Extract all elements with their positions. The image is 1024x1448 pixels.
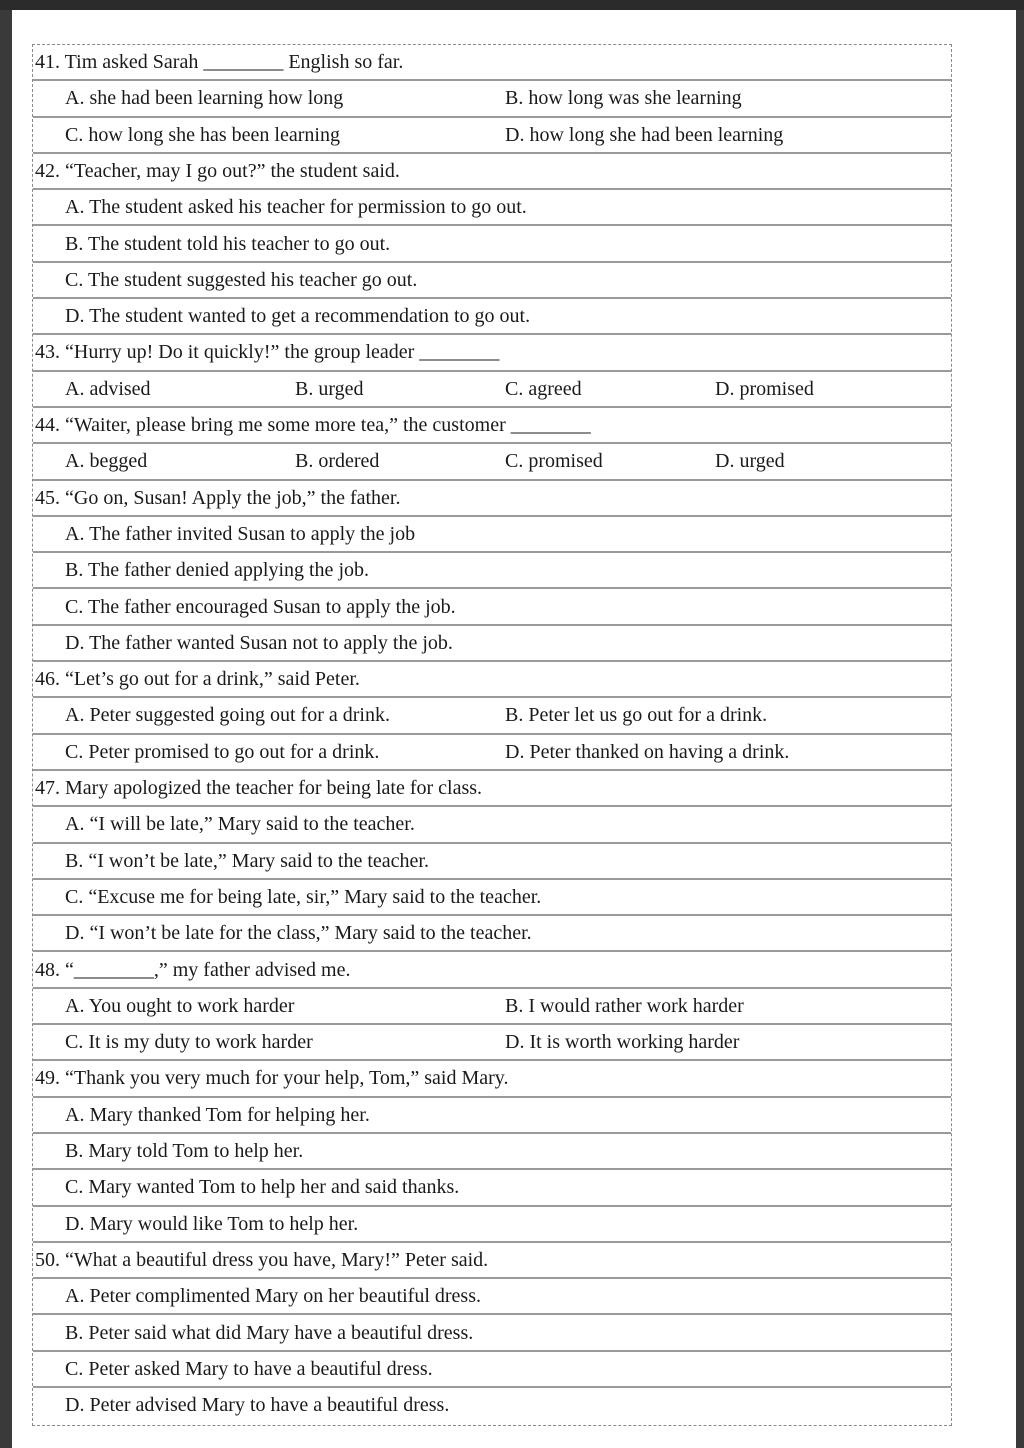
question-row (33, 408, 951, 444)
question-text: 44. “Waiter, please bring me some more tea,” the customer ________ (35, 414, 591, 436)
answer-option: C. It is my duty to work harder (65, 1031, 313, 1054)
question-row (33, 154, 951, 190)
answer-option: A. The father invited Susan to apply the job (65, 522, 416, 545)
question-text: 49. “Thank you very much for your help, Tom,” said Mary. (35, 1067, 509, 1090)
answer-option: C. Mary wanted Tom to help her and said thanks. (65, 1176, 460, 1199)
question-row (33, 953, 951, 989)
option-row (33, 299, 951, 335)
option-row (33, 1207, 951, 1243)
answer-option: A. Mary thanked Tom for helping her. (65, 1103, 370, 1126)
option-row (33, 1025, 951, 1061)
answer-option: B. “I won’t be late,” Mary said to the teacher. (65, 849, 429, 872)
answer-option: D. Peter advised Mary to have a beautiful dress. (65, 1394, 450, 1417)
question-row (33, 481, 951, 517)
answer-option: C. agreed (505, 377, 582, 400)
question-row (33, 662, 951, 698)
question-text: 42. “Teacher, may I go out?” the student said. (35, 159, 400, 182)
answer-option: C. Peter asked Mary to have a beautiful dress. (65, 1357, 433, 1380)
question-text: 47. Mary apologized the teacher for being late for class. (35, 777, 483, 799)
answer-option: A. Peter suggested going out for a drink. (65, 704, 390, 727)
answer-option: B. how long was she learning (505, 87, 742, 110)
option-row (33, 807, 951, 843)
answer-option: A. “I will be late,” Mary said to the teacher. (65, 813, 415, 836)
question-table (32, 44, 952, 1426)
answer-option: A. Peter complimented Mary on her beautiful dress. (65, 1285, 481, 1308)
answer-option: A. The student asked his teacher for permission to go out. (65, 196, 527, 219)
answer-option: C. promised (505, 450, 603, 473)
question-row (33, 1061, 951, 1097)
top-bar (0, 0, 1024, 10)
answer-option: A. she had been learning how long (65, 87, 344, 110)
question-text: 46. “Let’s go out for a drink,” said Peter. (35, 668, 360, 691)
option-row (33, 880, 951, 916)
question-row (33, 771, 951, 807)
option-row (33, 190, 951, 226)
answer-option: D. how long she had been learning (505, 123, 784, 146)
answer-option: D. Mary would like Tom to help her. (65, 1212, 359, 1235)
question-text: 45. “Go on, Susan! Apply the job,” the father. (35, 486, 401, 509)
option-row (33, 1316, 951, 1352)
option-row (33, 553, 951, 589)
answer-option: C. Peter promised to go out for a drink. (65, 740, 380, 763)
answer-option: B. The student told his teacher to go out. (65, 232, 391, 255)
question-row (33, 45, 951, 81)
answer-option: B. Peter said what did Mary have a beautiful dress. (65, 1321, 474, 1344)
option-row (33, 1134, 951, 1170)
option-row (33, 372, 951, 408)
answer-option: C. “Excuse me for being late, sir,” Mary said to the teacher. (65, 885, 542, 908)
option-row (33, 989, 951, 1025)
option-row (33, 1279, 951, 1315)
answer-option: D. The father wanted Susan not to apply the job. (65, 631, 453, 654)
question-row (33, 1243, 951, 1279)
document-page (12, 10, 1016, 1448)
answer-option: C. The father encouraged Susan to apply the job. (65, 595, 456, 618)
answer-option: D. Peter thanked on having a drink. (505, 740, 790, 763)
answer-option: C. how long she has been learning (65, 123, 340, 146)
question-text: 50. “What a beautiful dress you have, Mary!” Peter said. (35, 1248, 489, 1271)
option-row (33, 81, 951, 117)
option-row (33, 1098, 951, 1134)
answer-option: B. Peter let us go out for a drink. (505, 704, 768, 727)
question-text: 43. “Hurry up! Do it quickly!” the group leader ________ (35, 341, 500, 364)
option-row (33, 517, 951, 553)
option-row (33, 626, 951, 662)
question-text: 48. “________,” my father advised me. (35, 958, 351, 981)
option-row (33, 844, 951, 880)
option-row (33, 444, 951, 480)
answer-option: D. The student wanted to get a recommendation to go out. (65, 305, 531, 328)
answer-option: D. urged (715, 450, 785, 473)
option-row (33, 1170, 951, 1206)
answer-option: B. urged (295, 377, 364, 400)
answer-option: B. The father denied applying the job. (65, 559, 369, 582)
answer-option: B. I would rather work harder (505, 994, 744, 1017)
question-text: 41. Tim asked Sarah ________ English so far. (35, 51, 404, 73)
option-row (33, 1352, 951, 1388)
answer-option: B. ordered (295, 450, 380, 473)
answer-option: A. advised (65, 377, 151, 400)
option-row (33, 1388, 951, 1424)
question-row (33, 335, 951, 371)
option-row (33, 118, 951, 154)
answer-option: D. “I won’t be late for the class,” Mary said to the teacher. (65, 922, 532, 945)
answer-option: B. Mary told Tom to help her. (65, 1140, 304, 1162)
answer-option: D. It is worth working harder (505, 1031, 740, 1054)
option-row (33, 735, 951, 771)
answer-option: A. You ought to work harder (65, 994, 295, 1017)
option-row (33, 590, 951, 626)
answer-option: A. begged (65, 450, 148, 473)
answer-option: C. The student suggested his teacher go out. (65, 268, 418, 291)
option-row (33, 227, 951, 263)
option-row (33, 263, 951, 299)
answer-option: D. promised (715, 377, 814, 400)
option-row (33, 698, 951, 734)
option-row (33, 916, 951, 952)
